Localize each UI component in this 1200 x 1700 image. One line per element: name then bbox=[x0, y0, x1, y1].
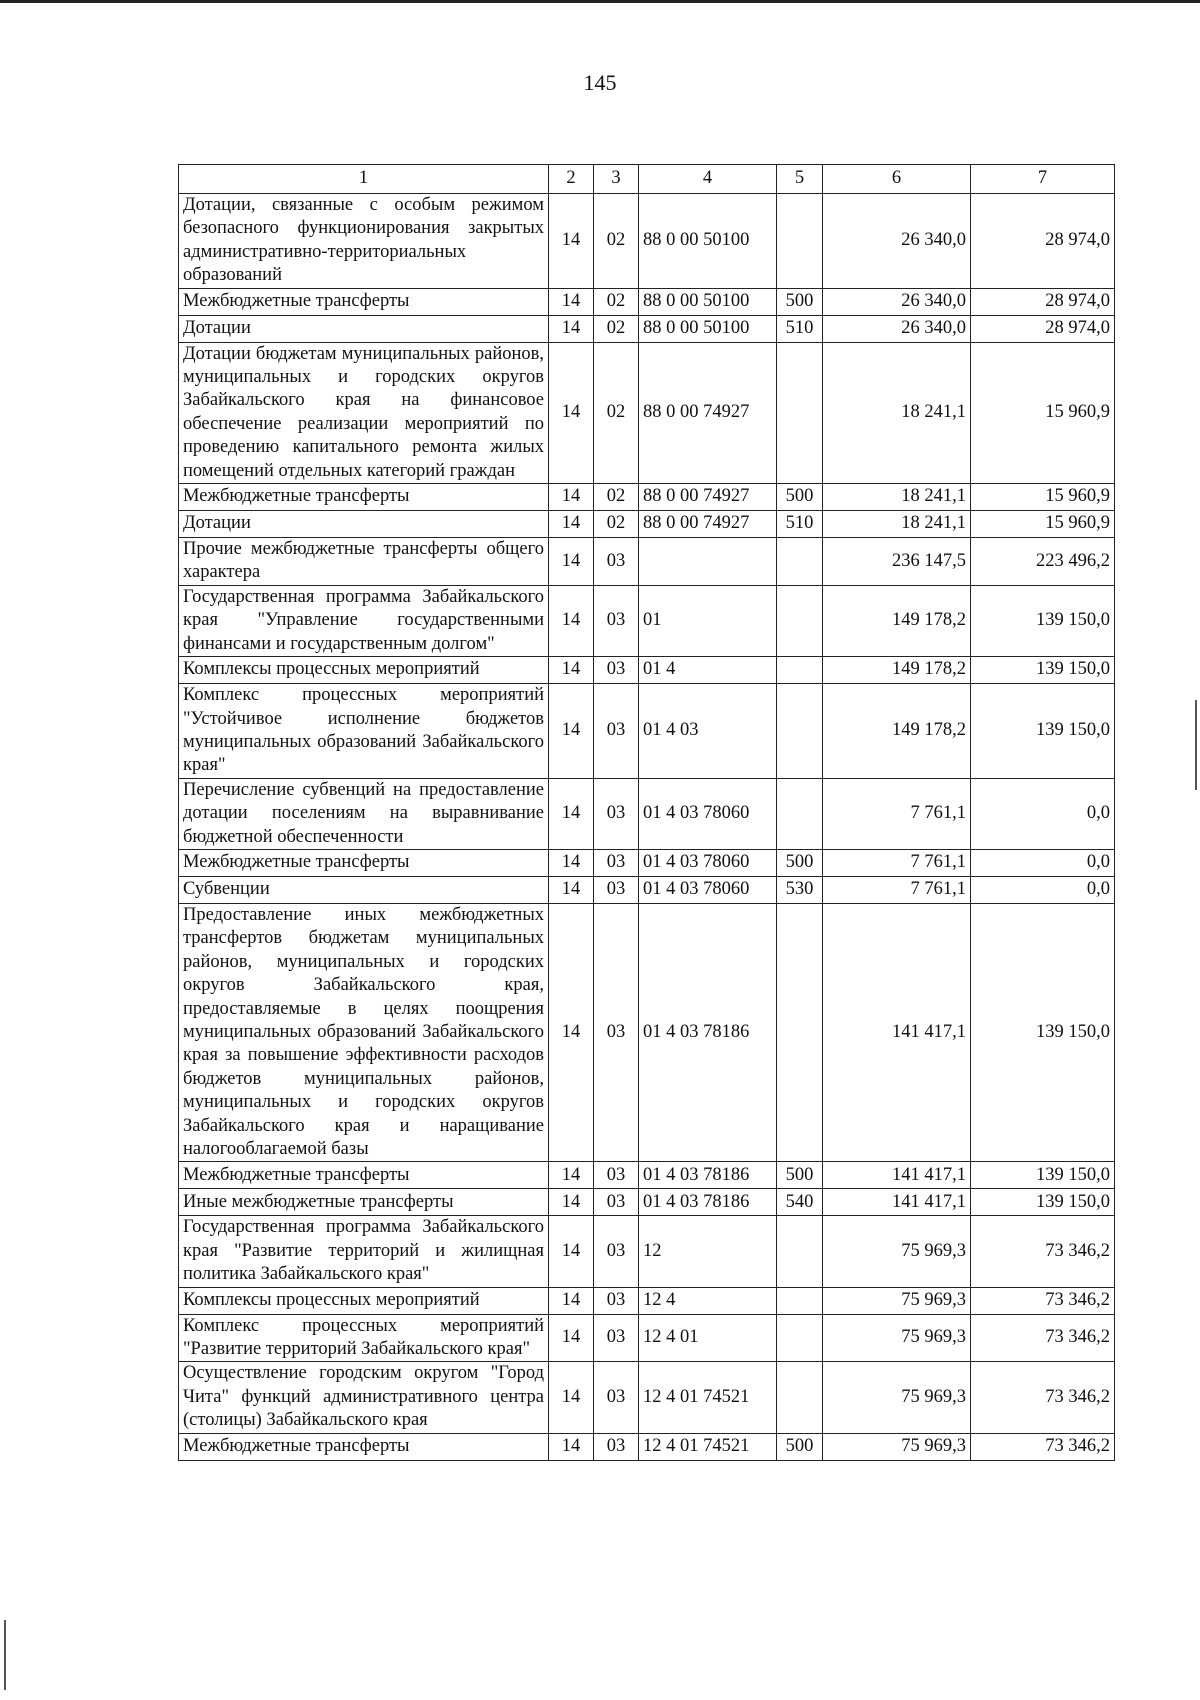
row-amount-year1: 75 969,3 bbox=[823, 1314, 971, 1362]
row-amount-year1: 75 969,3 bbox=[823, 1287, 971, 1314]
column-header-6: 6 bbox=[823, 165, 971, 194]
row-name: Комплексы процессных мероприятий bbox=[179, 1287, 549, 1314]
row-amount-year1: 141 417,1 bbox=[823, 1189, 971, 1216]
row-expense-type: 500 bbox=[777, 484, 823, 511]
column-header-4: 4 bbox=[639, 165, 777, 194]
table-row bbox=[179, 288, 1115, 315]
row-subsection: 03 bbox=[594, 684, 639, 779]
column-header-2: 2 bbox=[549, 165, 594, 194]
row-amount-year2: 139 150,0 bbox=[971, 585, 1115, 656]
table-header-row bbox=[179, 165, 1115, 194]
row-expense-type bbox=[777, 778, 823, 849]
row-target-code: 88 0 00 74927 bbox=[639, 511, 777, 538]
row-amount-year2: 73 346,2 bbox=[971, 1314, 1115, 1362]
row-expense-type bbox=[777, 1287, 823, 1314]
row-expense-type: 500 bbox=[777, 288, 823, 315]
row-amount-year1: 7 761,1 bbox=[823, 778, 971, 849]
row-target-code: 88 0 00 50100 bbox=[639, 194, 777, 289]
table-row bbox=[179, 1216, 1115, 1287]
column-header-3: 3 bbox=[594, 165, 639, 194]
table-row bbox=[179, 1287, 1115, 1314]
row-name: Дотации bbox=[179, 315, 549, 342]
row-section: 14 bbox=[549, 903, 594, 1161]
row-name: Субвенции bbox=[179, 876, 549, 903]
row-subsection: 02 bbox=[594, 484, 639, 511]
table-row bbox=[179, 538, 1115, 586]
row-amount-year2: 0,0 bbox=[971, 876, 1115, 903]
row-section: 14 bbox=[549, 849, 594, 876]
column-header-7: 7 bbox=[971, 165, 1115, 194]
row-section: 14 bbox=[549, 1162, 594, 1189]
row-target-code: 12 4 bbox=[639, 1287, 777, 1314]
row-amount-year1: 7 761,1 bbox=[823, 876, 971, 903]
row-section: 14 bbox=[549, 1362, 594, 1433]
row-amount-year1: 149 178,2 bbox=[823, 585, 971, 656]
row-subsection: 03 bbox=[594, 1362, 639, 1433]
row-expense-type bbox=[777, 585, 823, 656]
row-subsection: 03 bbox=[594, 1314, 639, 1362]
row-section: 14 bbox=[549, 1216, 594, 1287]
row-amount-year2: 139 150,0 bbox=[971, 1162, 1115, 1189]
row-name: Межбюджетные трансферты bbox=[179, 484, 549, 511]
row-subsection: 03 bbox=[594, 1216, 639, 1287]
row-amount-year2: 73 346,2 bbox=[971, 1433, 1115, 1460]
row-name: Дотации бюджетам муниципальных районов, муниципальных и городских округов Забайкальского края на финансовое обеспечение реализации мероприятий по проведению капитального ремонта жилых помещений отдельных категорий граждан bbox=[179, 342, 549, 483]
row-subsection: 03 bbox=[594, 849, 639, 876]
table-row bbox=[179, 484, 1115, 511]
row-name: Дотации bbox=[179, 511, 549, 538]
row-amount-year1: 141 417,1 bbox=[823, 1162, 971, 1189]
table-row bbox=[179, 342, 1115, 483]
row-amount-year2: 73 346,2 bbox=[971, 1362, 1115, 1433]
row-name: Межбюджетные трансферты bbox=[179, 1433, 549, 1460]
row-target-code: 88 0 00 50100 bbox=[639, 288, 777, 315]
table-row bbox=[179, 511, 1115, 538]
row-section: 14 bbox=[549, 288, 594, 315]
row-amount-year2: 15 960,9 bbox=[971, 484, 1115, 511]
row-amount-year2: 0,0 bbox=[971, 849, 1115, 876]
row-section: 14 bbox=[549, 657, 594, 684]
column-header-1: 1 bbox=[179, 165, 549, 194]
row-amount-year2: 223 496,2 bbox=[971, 538, 1115, 586]
row-subsection: 03 bbox=[594, 1189, 639, 1216]
row-amount-year2: 15 960,9 bbox=[971, 342, 1115, 483]
row-subsection: 02 bbox=[594, 288, 639, 315]
row-target-code: 88 0 00 74927 bbox=[639, 484, 777, 511]
row-target-code: 01 4 bbox=[639, 657, 777, 684]
row-amount-year2: 139 150,0 bbox=[971, 903, 1115, 1161]
table-row bbox=[179, 903, 1115, 1161]
row-expense-type bbox=[777, 194, 823, 289]
row-section: 14 bbox=[549, 876, 594, 903]
row-subsection: 02 bbox=[594, 194, 639, 289]
row-section: 14 bbox=[549, 585, 594, 656]
table-row bbox=[179, 684, 1115, 779]
row-subsection: 03 bbox=[594, 1162, 639, 1189]
table-row bbox=[179, 1162, 1115, 1189]
table-row bbox=[179, 585, 1115, 656]
row-target-code: 88 0 00 50100 bbox=[639, 315, 777, 342]
row-amount-year1: 18 241,1 bbox=[823, 484, 971, 511]
row-name: Предоставление иных межбюджетных трансфертов бюджетам муниципальных районов, муниципальных и городских округов Забайкальского края, предоставляемые в целях поощрения муниципальных образований Забайкальского края за повышение эффективности расходов бюджетов муниципальных районов, муниципальных и городских округов Забайкальского края и наращивание налогооблагаемой базы bbox=[179, 903, 549, 1161]
row-expense-type: 500 bbox=[777, 1433, 823, 1460]
row-amount-year2: 15 960,9 bbox=[971, 511, 1115, 538]
table-row bbox=[179, 1314, 1115, 1362]
row-subsection: 02 bbox=[594, 511, 639, 538]
row-name: Иные межбюджетные трансферты bbox=[179, 1189, 549, 1216]
row-target-code: 01 4 03 78060 bbox=[639, 876, 777, 903]
row-section: 14 bbox=[549, 778, 594, 849]
row-expense-type: 500 bbox=[777, 849, 823, 876]
row-amount-year2: 0,0 bbox=[971, 778, 1115, 849]
row-subsection: 02 bbox=[594, 315, 639, 342]
table-row bbox=[179, 194, 1115, 289]
row-subsection: 03 bbox=[594, 657, 639, 684]
table-body bbox=[179, 194, 1115, 1461]
row-section: 14 bbox=[549, 342, 594, 483]
row-amount-year2: 28 974,0 bbox=[971, 194, 1115, 289]
row-section: 14 bbox=[549, 538, 594, 586]
row-target-code: 01 bbox=[639, 585, 777, 656]
row-subsection: 02 bbox=[594, 342, 639, 483]
row-target-code: 12 bbox=[639, 1216, 777, 1287]
row-expense-type: 540 bbox=[777, 1189, 823, 1216]
row-target-code: 12 4 01 74521 bbox=[639, 1433, 777, 1460]
row-expense-type: 510 bbox=[777, 511, 823, 538]
table-row bbox=[179, 657, 1115, 684]
row-name: Комплекс процессных мероприятий "Развитие территорий Забайкальского края" bbox=[179, 1314, 549, 1362]
row-expense-type bbox=[777, 342, 823, 483]
row-name: Межбюджетные трансферты bbox=[179, 849, 549, 876]
row-expense-type bbox=[777, 903, 823, 1161]
row-section: 14 bbox=[549, 315, 594, 342]
row-target-code: 12 4 01 74521 bbox=[639, 1362, 777, 1433]
row-section: 14 bbox=[549, 1433, 594, 1460]
row-amount-year1: 149 178,2 bbox=[823, 684, 971, 779]
row-amount-year2: 28 974,0 bbox=[971, 288, 1115, 315]
row-name: Межбюджетные трансферты bbox=[179, 1162, 549, 1189]
row-expense-type: 510 bbox=[777, 315, 823, 342]
row-target-code: 12 4 01 bbox=[639, 1314, 777, 1362]
row-name: Государственная программа Забайкальского края "Развитие территорий и жилищная политика Забайкальского края" bbox=[179, 1216, 549, 1287]
table-row bbox=[179, 1189, 1115, 1216]
row-amount-year1: 26 340,0 bbox=[823, 315, 971, 342]
row-amount-year1: 149 178,2 bbox=[823, 657, 971, 684]
page-top-border bbox=[0, 0, 1200, 3]
table-row bbox=[179, 778, 1115, 849]
row-amount-year1: 18 241,1 bbox=[823, 342, 971, 483]
row-amount-year1: 18 241,1 bbox=[823, 511, 971, 538]
row-amount-year2: 28 974,0 bbox=[971, 315, 1115, 342]
budget-table bbox=[178, 164, 1115, 1461]
row-amount-year2: 73 346,2 bbox=[971, 1287, 1115, 1314]
row-name: Дотации, связанные с особым режимом безопасного функционирования закрытых административно-территориальных образований bbox=[179, 194, 549, 289]
table-row bbox=[179, 876, 1115, 903]
row-amount-year2: 139 150,0 bbox=[971, 1189, 1115, 1216]
row-name: Осуществление городским округом "Город Чита" функций административного центра (столицы) Забайкальского края bbox=[179, 1362, 549, 1433]
row-subsection: 03 bbox=[594, 778, 639, 849]
row-target-code: 01 4 03 78186 bbox=[639, 1162, 777, 1189]
row-target-code: 01 4 03 78186 bbox=[639, 903, 777, 1161]
table-row bbox=[179, 849, 1115, 876]
row-section: 14 bbox=[549, 684, 594, 779]
row-name: Комплекс процессных мероприятий "Устойчивое исполнение бюджетов муниципальных образований Забайкальского края" bbox=[179, 684, 549, 779]
row-amount-year1: 75 969,3 bbox=[823, 1362, 971, 1433]
table-row bbox=[179, 315, 1115, 342]
row-expense-type bbox=[777, 538, 823, 586]
row-name: Государственная программа Забайкальского края "Управление государственными финансами и государственным долгом" bbox=[179, 585, 549, 656]
row-expense-type bbox=[777, 1362, 823, 1433]
row-target-code: 88 0 00 74927 bbox=[639, 342, 777, 483]
row-section: 14 bbox=[549, 194, 594, 289]
row-amount-year1: 7 761,1 bbox=[823, 849, 971, 876]
column-header-5: 5 bbox=[777, 165, 823, 194]
page-number: 145 bbox=[583, 70, 617, 95]
row-section: 14 bbox=[549, 484, 594, 511]
row-subsection: 03 bbox=[594, 876, 639, 903]
scan-mark bbox=[1195, 700, 1197, 790]
row-subsection: 03 bbox=[594, 1433, 639, 1460]
row-name: Прочие межбюджетные трансферты общего характера bbox=[179, 538, 549, 586]
row-expense-type: 530 bbox=[777, 876, 823, 903]
row-expense-type: 500 bbox=[777, 1162, 823, 1189]
row-target-code: 01 4 03 78186 bbox=[639, 1189, 777, 1216]
row-subsection: 03 bbox=[594, 903, 639, 1161]
row-subsection: 03 bbox=[594, 585, 639, 656]
row-amount-year1: 26 340,0 bbox=[823, 288, 971, 315]
row-subsection: 03 bbox=[594, 538, 639, 586]
row-subsection: 03 bbox=[594, 1287, 639, 1314]
row-expense-type bbox=[777, 1314, 823, 1362]
row-section: 14 bbox=[549, 1314, 594, 1362]
table-row bbox=[179, 1362, 1115, 1433]
row-name: Перечисление субвенций на предоставление дотации поселениям на выравнивание бюджетной обеспеченности bbox=[179, 778, 549, 849]
row-amount-year1: 75 969,3 bbox=[823, 1216, 971, 1287]
row-section: 14 bbox=[549, 1287, 594, 1314]
row-expense-type bbox=[777, 684, 823, 779]
row-expense-type bbox=[777, 657, 823, 684]
row-section: 14 bbox=[549, 1189, 594, 1216]
row-target-code: 01 4 03 78060 bbox=[639, 778, 777, 849]
row-amount-year1: 141 417,1 bbox=[823, 903, 971, 1161]
row-amount-year1: 75 969,3 bbox=[823, 1433, 971, 1460]
row-amount-year1: 236 147,5 bbox=[823, 538, 971, 586]
row-target-code: 01 4 03 78060 bbox=[639, 849, 777, 876]
row-amount-year2: 139 150,0 bbox=[971, 684, 1115, 779]
table-row bbox=[179, 1433, 1115, 1460]
row-amount-year2: 139 150,0 bbox=[971, 657, 1115, 684]
row-amount-year2: 73 346,2 bbox=[971, 1216, 1115, 1287]
row-name: Межбюджетные трансферты bbox=[179, 288, 549, 315]
row-expense-type bbox=[777, 1216, 823, 1287]
row-target-code: 01 4 03 bbox=[639, 684, 777, 779]
scan-mark bbox=[4, 1620, 6, 1690]
row-section: 14 bbox=[549, 511, 594, 538]
row-target-code bbox=[639, 538, 777, 586]
row-amount-year1: 26 340,0 bbox=[823, 194, 971, 289]
row-name: Комплексы процессных мероприятий bbox=[179, 657, 549, 684]
